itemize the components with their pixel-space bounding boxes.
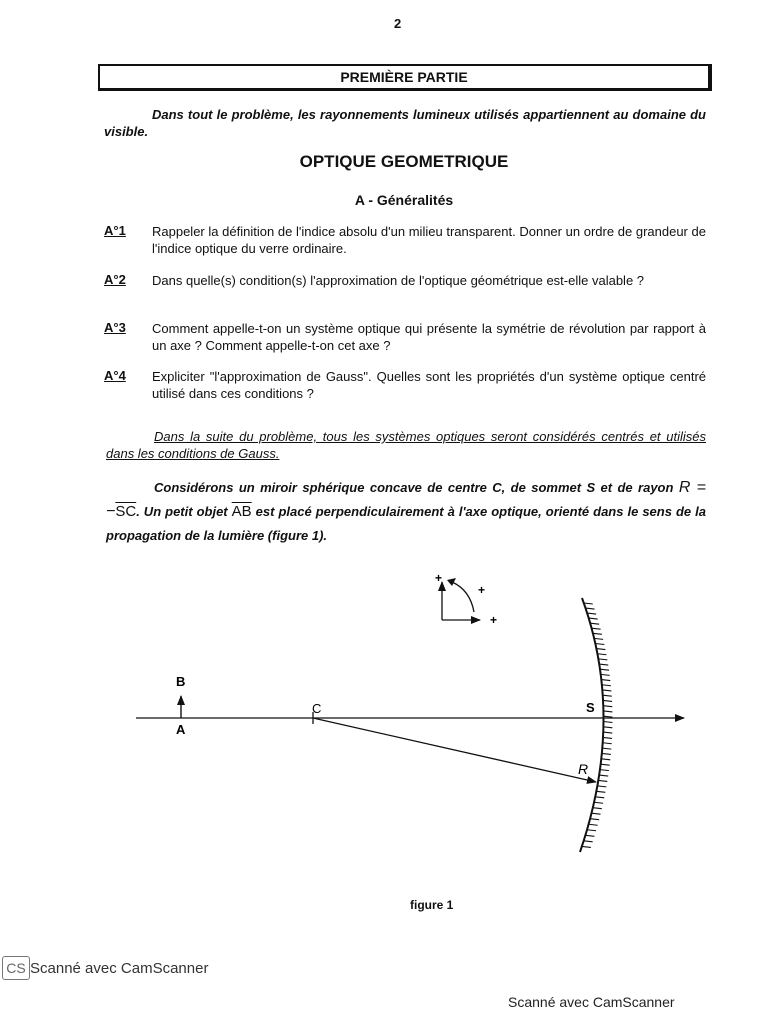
radius-arrow	[313, 718, 596, 782]
hatch-mark	[597, 786, 606, 787]
hatch-mark	[601, 764, 610, 765]
part-title: PREMIÈRE PARTIE	[98, 64, 712, 91]
hatch-mark	[603, 727, 612, 728]
hatch-mark	[593, 633, 602, 634]
segment-sc: $\overline{SC}$	[115, 503, 137, 520]
hatch-mark	[603, 695, 612, 696]
hatch-mark	[596, 791, 605, 792]
mirror-text-part1: Considérons un miroir sphérique concave de centre C, de sommet S et de rayon	[154, 480, 674, 495]
hatch-mark	[598, 659, 607, 660]
hatch-mark	[599, 664, 608, 665]
label-b: B	[176, 674, 186, 689]
hatch-mark	[601, 759, 610, 760]
camscanner-logo: CS	[2, 956, 30, 980]
hatch-mark	[582, 846, 591, 847]
question-label-a1: A°1	[104, 223, 126, 238]
hatch-mark	[603, 743, 612, 744]
hatch-mark	[603, 737, 612, 738]
hatch-mark	[601, 680, 610, 681]
question-text-a4: Expliciter "l'approximation de Gauss". Quelles sont les propriétés d'un système optique centré utilisé dans ces conditions ?	[152, 369, 706, 401]
question-text-a1: Rappeler la définition de l'indice absolu d'un milieu transparent. Donner un ordre de grandeur de l'indice optique du verre ordinaire.	[152, 224, 706, 256]
hatch-mark	[590, 819, 599, 820]
mirror-hatching	[582, 603, 613, 847]
segment-ab: $\overline{AB}$	[231, 503, 252, 520]
hatch-mark	[598, 780, 607, 781]
plus-angle: +	[478, 583, 486, 597]
hatch-mark	[584, 841, 593, 842]
angle-orientation-arc	[452, 582, 474, 612]
hatch-mark	[601, 674, 610, 675]
page-number: 2	[394, 16, 402, 31]
hatch-mark	[585, 835, 594, 836]
mirror-text-part3: est placé perpendiculairement à l'axe optique, orienté dans le sens de la propagation de la lumière (figure 1).	[106, 504, 706, 543]
hatch-mark	[594, 638, 603, 639]
arc-arrowhead	[447, 578, 456, 586]
hatch-mark	[603, 732, 612, 733]
hatch-mark	[595, 797, 604, 798]
hatch-mark	[590, 623, 599, 624]
label-a: A	[176, 722, 186, 737]
hatch-mark	[599, 775, 608, 776]
figure-caption: figure 1	[410, 898, 454, 912]
hatch-mark	[589, 618, 598, 619]
question-text-a3: Comment appelle-t-on un système optique qui présente la symétrie de révolution par rapport à un axe ? Comment appelle-t-on cet axe ?	[152, 321, 706, 353]
question-text-a2: Dans quelle(s) condition(s) l'approximation de l'optique géométrique est-elle valable ?	[152, 273, 645, 288]
hatch-mark	[587, 830, 596, 831]
camscanner-watermark-left: Scanné avec CamScanner	[30, 960, 209, 977]
camscanner-watermark-bottom: Scanné avec CamScanner	[508, 994, 675, 1010]
hatch-mark	[603, 706, 612, 707]
hatch-mark	[604, 716, 613, 717]
hatch-mark	[600, 669, 609, 670]
hatch-mark	[600, 770, 609, 771]
hatch-mark	[597, 654, 606, 655]
question-label-a2: A°2	[104, 272, 126, 287]
intro-text: Dans tout le problème, les rayonnements lumineux utilisés appartiennent au domaine du visible.	[104, 107, 706, 139]
hatch-mark	[589, 824, 598, 825]
subsection-title: A - Généralités	[354, 192, 454, 208]
question-label-a4: A°4	[104, 368, 126, 383]
plus-horizontal: +	[490, 613, 498, 627]
hatch-mark	[595, 643, 604, 644]
hatch-mark	[592, 813, 601, 814]
radius-symbol: R	[678, 479, 691, 496]
radius-equals: = −	[106, 479, 706, 520]
hatch-mark	[604, 722, 613, 723]
hatch-mark	[594, 802, 603, 803]
hatch-mark	[603, 711, 612, 712]
hatch-mark	[602, 690, 611, 691]
gauss-note-text: Dans la suite du problème, tous les systèmes optiques seront considérés centrés et utilisés dans les conditions de Gauss.	[106, 429, 706, 461]
plus-vertical: +	[435, 571, 443, 585]
hatch-mark	[587, 613, 596, 614]
mirror-text-part2: . Un petit objet	[136, 504, 232, 519]
hatch-mark	[602, 748, 611, 749]
question-label-a3: A°3	[104, 320, 126, 335]
label-c: C	[312, 701, 322, 716]
hatch-mark	[602, 753, 611, 754]
hatch-mark	[592, 628, 601, 629]
label-s: S	[586, 700, 595, 715]
label-r: R	[578, 761, 589, 777]
hatch-mark	[593, 808, 602, 809]
hatch-mark	[602, 685, 611, 686]
hatch-mark	[586, 608, 595, 609]
hatch-mark	[603, 700, 612, 701]
hatch-mark	[596, 649, 605, 650]
section-title: OPTIQUE GEOMETRIQUE	[299, 152, 509, 171]
